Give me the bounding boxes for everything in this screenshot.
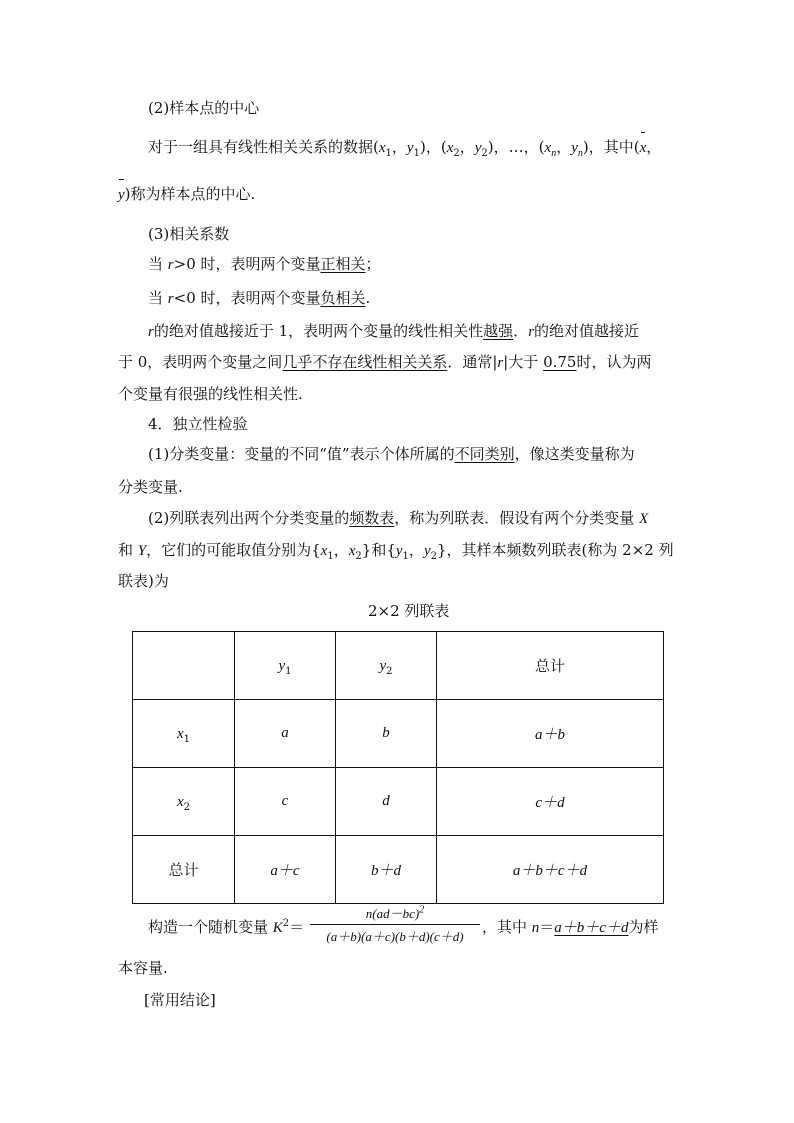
table-row: [133, 700, 664, 768]
row-label-x2: $x_2$: [133, 768, 235, 836]
common-conclusions-heading: [常用结论]: [144, 991, 216, 1009]
row-label-total: 总计: [133, 836, 235, 904]
abs-r-line-2: 于 0，表明两个变量之间几乎不存在线性相关关系．通常|r|大于 0.75时，认为两: [118, 353, 652, 371]
section-2-title: (2)样本点的中心: [148, 99, 260, 117]
categorical-variable-line-2: 分类变量.: [118, 478, 183, 496]
cell-a-plus-c: a＋c: [235, 836, 336, 904]
header-y2: $y_2$: [336, 632, 437, 700]
k2-numerator: $n(ad-bc)^2$: [310, 904, 480, 925]
negative-correlation-line: 当 r<0 时，表明两个变量负相关.: [148, 289, 371, 307]
contingency-line-1: (2)列联表列出两个分类变量的频数表，称为列联表．假设有两个分类变量 X: [148, 509, 649, 527]
cell-c-plus-d: c＋d: [437, 768, 664, 836]
cell-c: c: [235, 768, 336, 836]
section-3-title: (3)相关系数: [148, 225, 230, 243]
cell-total: a＋b＋c＋d: [437, 836, 664, 904]
x-bar: x: [639, 140, 647, 156]
k2-fraction: [310, 904, 480, 946]
k2-denominator: (a＋b)(a＋c)(b＋d)(c＋d): [326, 929, 464, 944]
positive-correlation-line: 当 r>0 时，表明两个变量正相关；: [148, 255, 381, 273]
abs-r-line-3: 个变量有很强的线性相关性.: [118, 385, 303, 403]
table-row: [133, 836, 664, 904]
cell-d: d: [336, 768, 437, 836]
cell-a: a: [235, 700, 336, 768]
table-caption: 2×2 列联表: [368, 602, 450, 620]
contingency-line-3: 联表)为: [118, 572, 169, 590]
k2-formula-prefix: 构造一个随机变量 $K^2=$: [148, 918, 305, 936]
abs-r-line-1: r的绝对值越接近于 1，表明两个变量的线性相关性越强．r的绝对值越接近: [148, 322, 640, 340]
y-bar: y: [118, 187, 125, 203]
contingency-line-2: 和 Y，它们的可能取值分别为{$x_1$，$x_2$}和{$y_1$，$y_2$}，其样本频数列联表(称为 2×2 列: [118, 541, 674, 562]
header-y1: $y_1$: [235, 632, 336, 700]
cell-b: b: [336, 700, 437, 768]
header-total: 总计: [437, 632, 664, 700]
cell-a-plus-b: a＋b: [437, 700, 664, 768]
table-header-row: [133, 632, 664, 700]
table-row: [133, 768, 664, 836]
row-label-x1: $x_1$: [133, 700, 235, 768]
k2-line-2: 本容量.: [118, 959, 168, 977]
categorical-variable-line-1: (1)分类变量：变量的不同“值”表示个体所属的不同类别，像这类变量称为: [148, 445, 635, 463]
section-4-title: 4．独立性检验: [148, 415, 248, 433]
cell-b-plus-d: b＋d: [336, 836, 437, 904]
sample-center-line-2: y)称为样本点的中心.: [118, 185, 256, 203]
sample-center-line-1: 对于一组具有线性相关关系的数据($x_1$，$y_1$)，($x_2$，$y_2$)，…，($x_n$，$y_n$)，其中(x，: [148, 138, 662, 159]
table-corner-cell: [133, 632, 235, 700]
contingency-table: [132, 631, 664, 904]
k2-formula-suffix: ，其中 n＝a＋b＋c＋d为样: [482, 918, 659, 936]
